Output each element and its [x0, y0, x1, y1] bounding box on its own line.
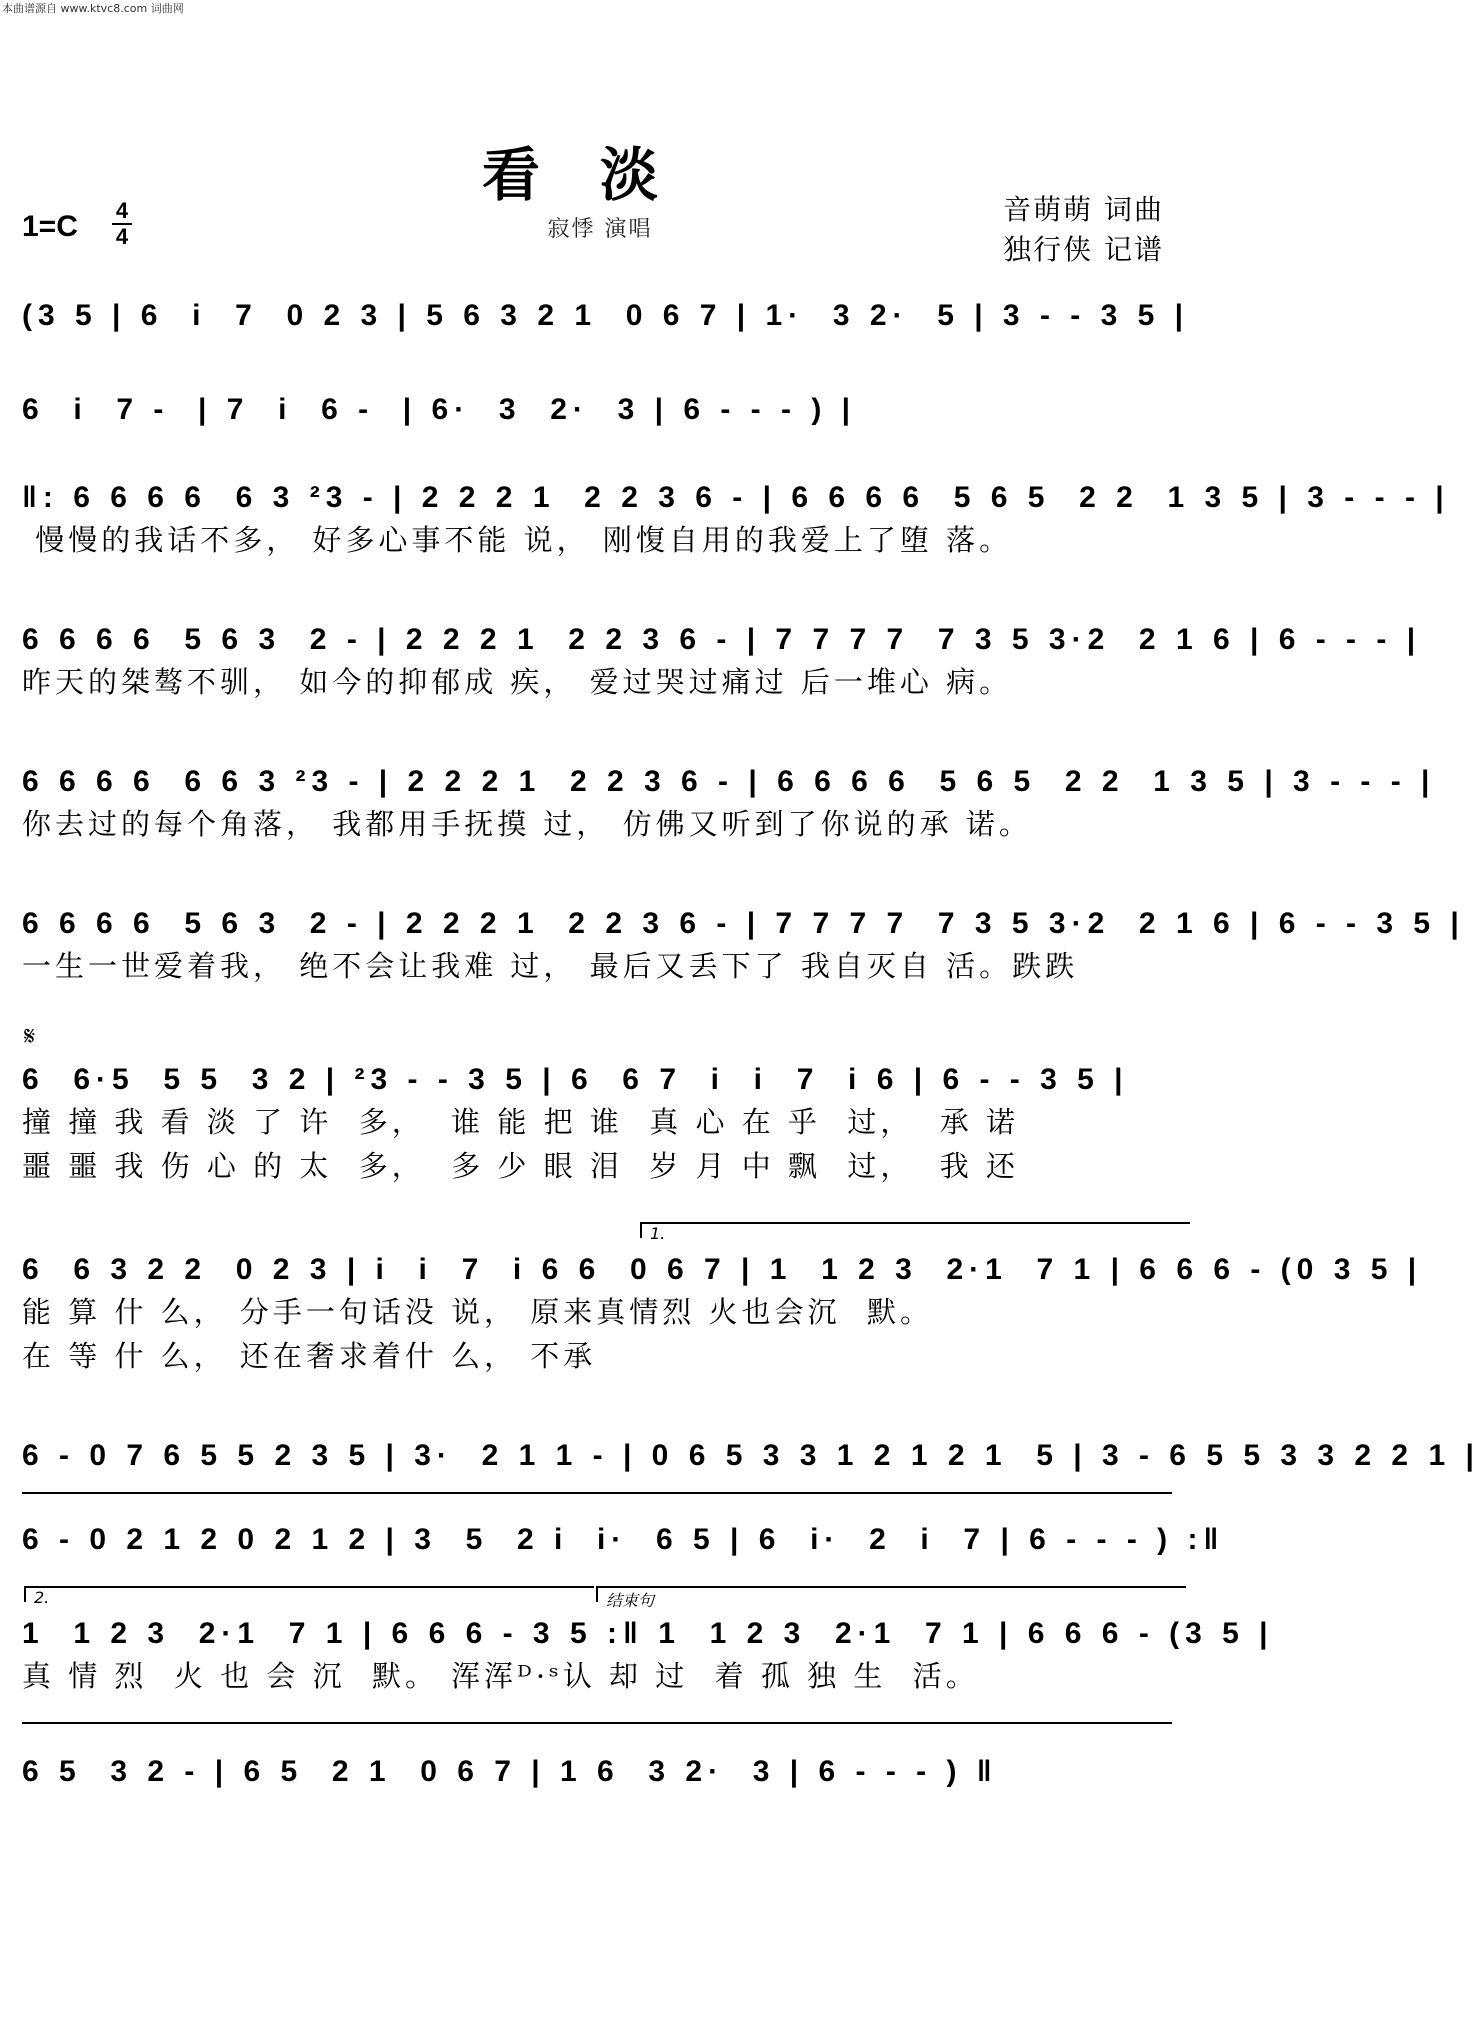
time-signature-bottom: 4 [115, 224, 129, 249]
time-signature [112, 200, 132, 248]
notes-line: 6 5 3 2 - | 6 5 2 1 0 6 7 | 1 6 3 2· 3 | 6 - - - ) ‖ [22, 1755, 998, 1788]
transcriber-credit: 独行侠 记谱 [1003, 233, 1164, 266]
lyric-line: 能 算 什 么， 分手一句话没 说， 原来真情烈 火也会沉 默。 [22, 1295, 933, 1329]
notes-line: 6 6 6 6 5 6 3 2 - | 2 2 2 1 2 2 3 6 - | 7 7 7 7 7 3 5 3·2 2 1 6 | 6 - - 3 5 | [22, 907, 1465, 940]
volta-continuation-line [22, 1492, 1172, 1494]
time-signature-top: 4 [115, 198, 129, 223]
score-system-12 [22, 1752, 1182, 1792]
score-system-4 [22, 620, 1422, 704]
lyric-line: 一生一世爱着我， 绝不会让我难 过， 最后又丢下了 我自灭自 活。跌跌 [22, 949, 1079, 983]
lyric-line: 在 等 什 么， 还在奢求着什 么， 不承 [22, 1339, 597, 1373]
score-system-11 [22, 1614, 1274, 1698]
lyric-line: 你去过的每个角落， 我都用手抚摸 过， 仿佛又听到了你说的承 诺。 [22, 807, 1032, 841]
notes-line: 6 6 6 6 5 6 3 2 - | 2 2 2 1 2 2 3 6 - | 7 7 7 7 7 3 5 3·2 2 1 6 | 6 - - - | [22, 623, 1422, 656]
lyric-line: 真 情 烈 火 也 会 沉 默。 浑浑ᴰ·ˢ认 却 过 着 孤 独 生 活。 [22, 1659, 979, 1693]
score-system-7 [22, 1060, 1182, 1188]
notes-line: ‖: 6 6 6 6 6 3 ²3 - | 2 2 2 1 2 2 3 6 - | 6 6 6 6 5 6 5 2 2 1 3 5 | 3 - - - | [22, 481, 1450, 514]
notes-line: 6 - 0 2 1 2 0 2 1 2 | 3 5 2 i i· 6 5 | 6 i· 2 i 7 | 6 - - - ) :‖ [22, 1523, 1225, 1556]
credits-block [1003, 190, 1164, 270]
lyric-line: 慢慢的我话不多， 好多心事不能 说， 刚愎自用的我爱上了堕 落。 [22, 523, 1013, 557]
notes-line: 6 i 7 - | 7 i 6 - | 6· 3 2· 3 | 6 - - - ) | [22, 393, 857, 426]
score-system-3 [22, 478, 1450, 562]
notes-line: 6 6·5 5 5 3 2 | ²3 - - 3 5 | 6 6 7 i i 7 i 6 | 6 - - 3 5 | [22, 1063, 1129, 1096]
notes-line: 1 1 2 3 2·1 7 1 | 6 6 6 - 3 5 :‖ 1 1 2 3 2·1 7 1 | 6 6 6 - (3 5 | [22, 1617, 1274, 1650]
source-line: 本曲谱源自 www.ktvc8.com 词曲网 [2, 2, 184, 15]
singer-credit: 寂悸 演唱 [547, 217, 653, 242]
volta-bracket-2: 2. [24, 1586, 594, 1602]
score-system-1 [22, 296, 1190, 336]
score-system-5 [22, 762, 1436, 846]
notes-line: 6 - 0 7 6 5 5 2 3 5 | 3· 2 1 1 - | 0 6 5 3 3 1 2 1 2 1 5 | 3 - 6 5 5 3 3 2 2 1 | [22, 1439, 1480, 1472]
key-signature: 1=C [22, 210, 78, 243]
ending-bracket: 结束句 [596, 1586, 1186, 1602]
score-system-9 [22, 1436, 1480, 1476]
lyric-line: 撞 撞 我 看 淡 了 许 多， 谁 能 把 谁 真 心 在 乎 过， 承 诺 [22, 1105, 1020, 1139]
lyric-line: 噩 噩 我 伤 心 的 太 多， 多 少 眼 泪 岁 月 中 飘 过， 我 还 [22, 1149, 1020, 1183]
notes-line: 6 6 3 2 2 0 2 3 | i i 7 i 6 6 0 6 7 | 1 1 2 3 2·1 7 1 | 6 6 6 - (0 3 5 | [22, 1253, 1423, 1286]
song-title: 看淡 [481, 141, 718, 209]
notes-line: (3 5 | 6 i 7 0 2 3 | 5 6 3 2 1 0 6 7 | 1· 3 2· 5 | 3 - - 3 5 | [22, 299, 1190, 332]
notes-line: 6 6 6 6 6 6 3 ²3 - | 2 2 2 1 2 2 3 6 - | 6 6 6 6 5 6 5 2 2 1 3 5 | 3 - - - | [22, 765, 1436, 798]
score-system-2 [22, 390, 1182, 430]
score-system-6 [22, 904, 1465, 988]
score-system-10 [22, 1520, 1225, 1560]
volta-bracket-1: 1. [640, 1222, 1190, 1238]
segno-sign: 𝄋 [24, 1022, 36, 1052]
ending-continuation-line [22, 1722, 1172, 1724]
lyric-line: 昨天的桀骜不驯， 如今的抑郁成 疾， 爱过哭过痛过 后一堆心 病。 [22, 665, 1013, 699]
lyricist-composer-credit: 音萌萌 词曲 [1003, 193, 1164, 226]
score-system-8 [22, 1250, 1423, 1378]
